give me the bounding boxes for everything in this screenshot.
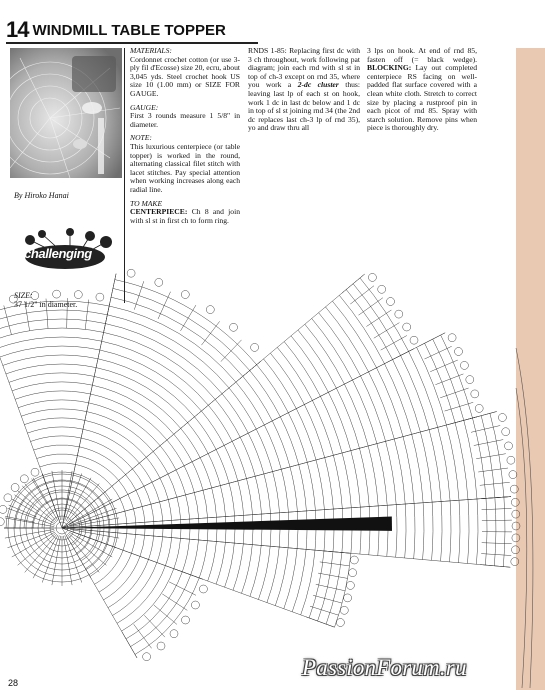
pattern-number: 14 <box>6 17 29 42</box>
note-heading: NOTE: <box>130 133 152 143</box>
rounds-text-2: thus: leaving last lp of each st on hook, work 1 dc in last dc below and 1 dc in top of sl st joining rnd 34 (the 2nd dc replaces last ch-3 lp of rnd 35), yo and draw thru all <box>248 80 360 133</box>
centerpiece-text: Ch 8 and join with sl st in first ch to form ring. <box>130 207 240 225</box>
blocking-text: Lay out completed centerpiece RS facing on well-padded flat surface covered with a clean white cloth. Stretch to correct size by placing a rustproof pin in each picot of rnd 85. Spray with starch solution. Remove pins when piece is thoroughly dry. <box>367 63 477 133</box>
page-number: 28 <box>8 678 19 688</box>
size-text: 37 1/2" in diameter. <box>14 300 78 309</box>
rounds-text-1: RNDS 1-85: Replacing first dc with 3 ch throughout, work following pat diagram; join each rnd with sl st in top of ch-3 except on rnd 35, where you work a <box>248 46 360 90</box>
gauge-heading: GAUGE: <box>130 102 159 112</box>
gauge-text: First 3 rounds measure 1 5/8" in diameter. <box>130 111 240 129</box>
difficulty-label: challenging <box>24 246 92 261</box>
pattern-title: WINDMILL TABLE TOPPER <box>32 21 226 39</box>
to-make-heading: TO MAKE <box>130 198 163 208</box>
materials-text: Cordonnet crochet cotton (or use 3-ply fil d'Ecosse) size 20, ecru, about 3,045 yds. Steel crochet hook US size 10 (1.00 mm) or SIZE FOR GAUGE. <box>130 54 240 98</box>
forum-watermark: PassionForum.ru <box>302 655 467 680</box>
cluster-term: 2-dc cluster <box>297 80 339 90</box>
designer-credit: By Hiroko Hanai <box>14 191 69 200</box>
size-heading: SIZE: <box>14 291 33 300</box>
fasten-off-text: 3 lps on hook. At end of rnd 85, fasten off (= black wedge). <box>367 46 477 64</box>
blocking-heading: BLOCKING: <box>367 63 412 73</box>
centerpiece-heading: CENTERPIECE: <box>130 207 188 217</box>
note-text: This luxurious centerpiece (or table topper) is worked in the round, alternating classical filet stitch with lacet stitches. Pay special attention when working increases along each radial line. <box>130 141 240 194</box>
materials-heading: MATERIALS: <box>130 46 172 55</box>
